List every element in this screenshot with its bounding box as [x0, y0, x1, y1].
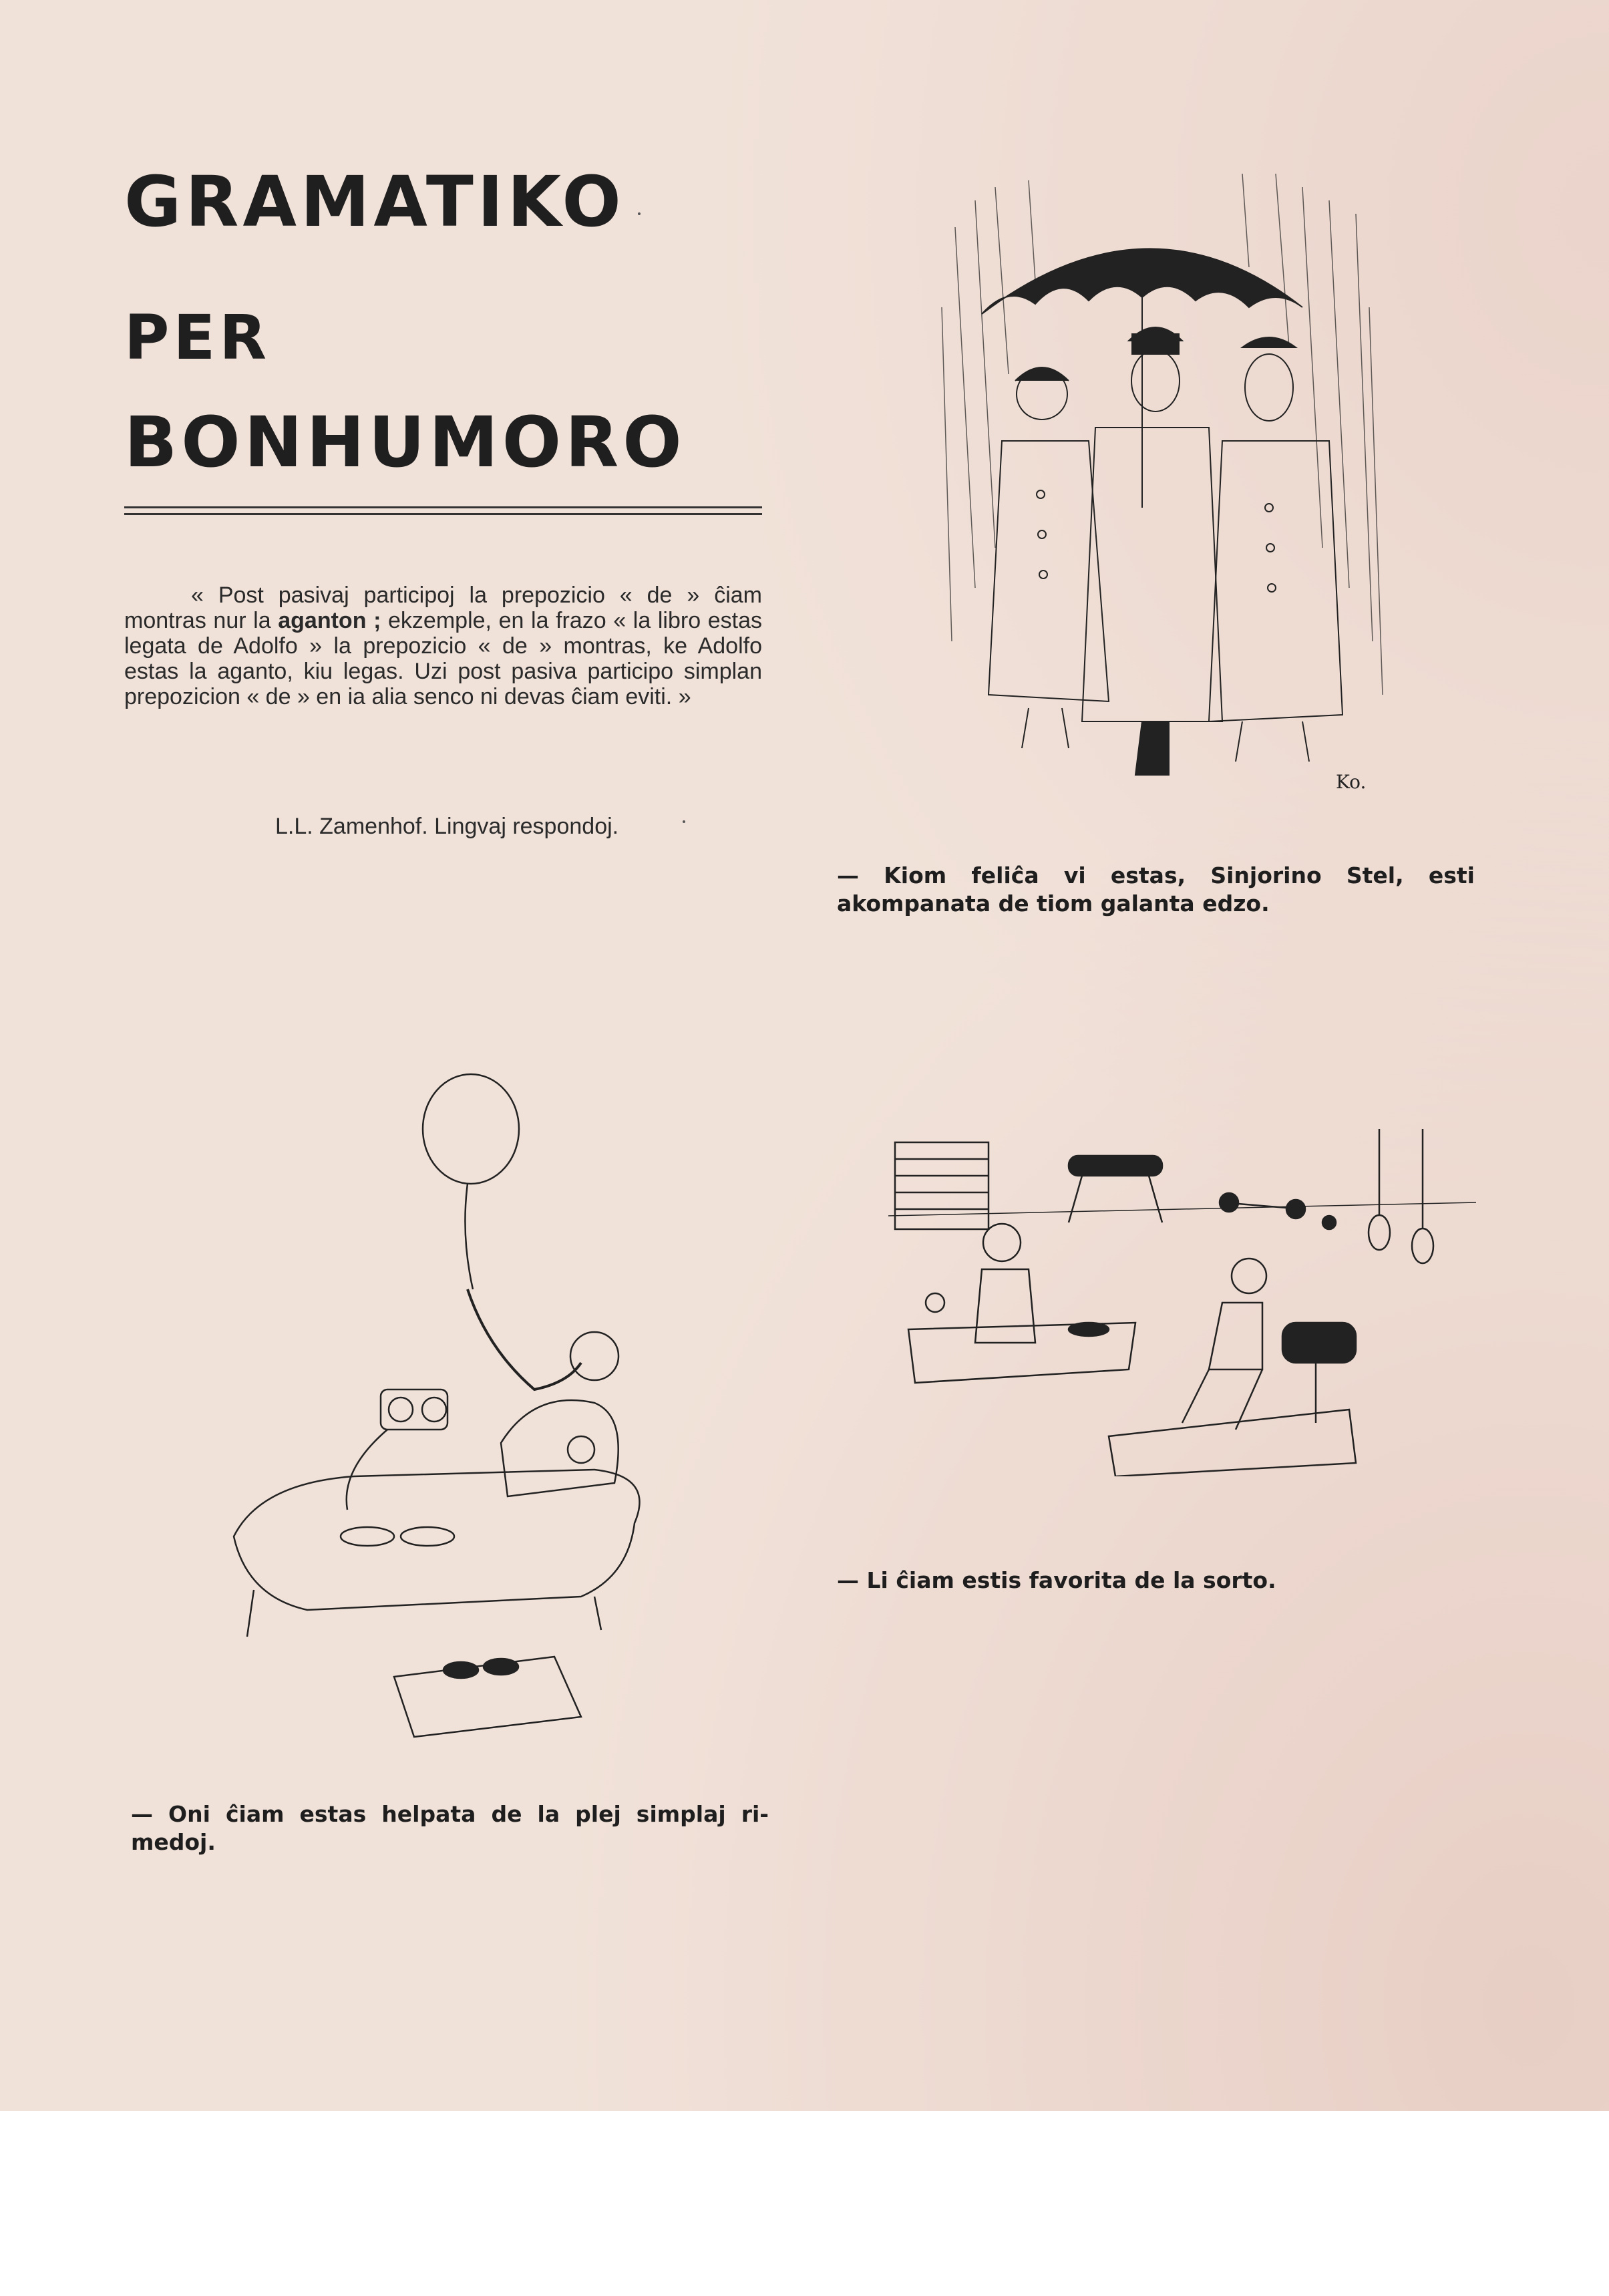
athlete-figure — [1109, 1259, 1356, 1476]
quote-text-1: « Post pasivaj participoj la prepozicio « de » ĉiam montras nur la — [124, 583, 762, 633]
long-beard — [468, 1289, 581, 1389]
woman-figure — [989, 367, 1109, 748]
title-line-2: PER — [124, 302, 271, 373]
gym-rings — [1369, 1129, 1433, 1263]
cartoon-1-caption: — Kiom feliĉa vi estas, Sinjorino Stel, esti akompanata de tiom galanta edzo. — [837, 862, 1475, 917]
zamenhof-quote — [124, 583, 762, 709]
rain-umbrella-cartoon — [928, 174, 1396, 802]
barbell — [1220, 1193, 1336, 1229]
print-speck — [638, 212, 641, 215]
quote-bold-word: aganton ; — [278, 608, 381, 633]
wall-bars — [895, 1142, 989, 1229]
title-rule-top — [124, 506, 762, 508]
pommel-horse — [1069, 1156, 1162, 1222]
artist-signature: Ko. — [1336, 771, 1367, 793]
cartoon-3-caption: — Oni ĉiam estas helpata de la plej simplaj rimedoj. — [131, 1801, 769, 1855]
title-line-1: GRAMATIKO — [124, 161, 625, 242]
sweating-man-figure — [908, 1224, 1135, 1383]
man-cap-figure — [1209, 337, 1343, 762]
title-rule-bottom — [124, 513, 762, 515]
quote-text-2: ekzemple, en la frazo « la libro estas legata de Adolfo » la prepozicio « de » montras, ke Adolfo estas la aganto, kiu legas. Uzi post pasiva participo simplan prepozicion « de » en ia alia senco ni devas ĉiam eviti. » — [124, 608, 762, 709]
title-line-3: BONHUMORO — [124, 401, 686, 483]
print-speck — [683, 820, 685, 823]
telephone — [347, 1389, 448, 1510]
man-bowler-figure — [1082, 327, 1222, 775]
bathtub — [234, 1470, 640, 1610]
bathtub-balloon-cartoon — [220, 1069, 688, 1750]
quote-attribution: L.L. Zamenhof. Lingvaj respondoj. — [275, 814, 619, 839]
bath-mat — [394, 1657, 581, 1737]
balloon — [423, 1074, 519, 1184]
gym-cartoon — [888, 1129, 1476, 1476]
cartoon-2-caption: — Li ĉiam estis favorita de la sorto. — [837, 1567, 1276, 1593]
